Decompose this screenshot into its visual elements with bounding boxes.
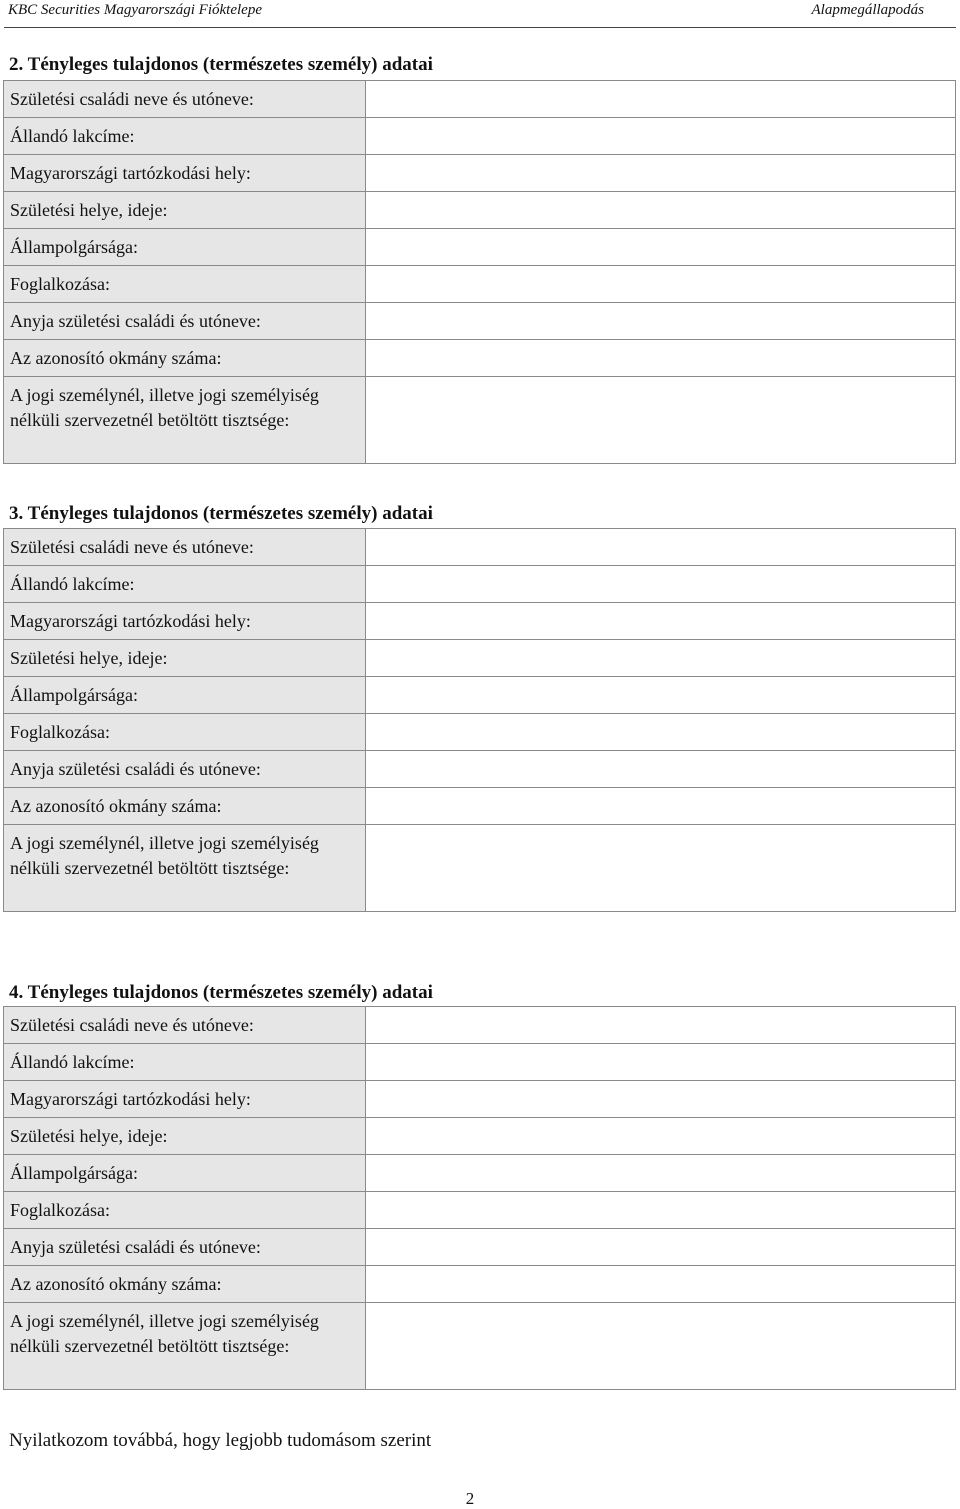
field-value-id-document-number[interactable] <box>366 1266 956 1303</box>
field-value-position-held[interactable] <box>366 825 956 912</box>
field-value-birth-name[interactable] <box>366 81 956 118</box>
field-label-position-held: A jogi személynél, illetve jogi személyiség nélküli szervezetnél betöltött tisztsége: <box>4 1303 366 1390</box>
form-row <box>4 1044 956 1081</box>
field-label-position-held: A jogi személynél, illetve jogi személyiség nélküli szervezetnél betöltött tisztsége: <box>4 377 366 464</box>
form-row <box>4 81 956 118</box>
field-value-id-document-number[interactable] <box>366 340 956 377</box>
field-value-mother-name[interactable] <box>366 751 956 788</box>
form-row <box>4 603 956 640</box>
field-value-citizenship[interactable] <box>366 677 956 714</box>
declaration-text: Nyilatkozom továbbá, hogy legjobb tudomásom szerint <box>9 1430 432 1451</box>
form-row <box>4 192 956 229</box>
header-divider <box>4 27 956 28</box>
field-value-citizenship[interactable] <box>366 1155 956 1192</box>
page-header <box>0 0 960 26</box>
form-row <box>4 1229 956 1266</box>
field-label-occupation: Foglalkozása: <box>4 714 366 751</box>
form-row <box>4 529 956 566</box>
form-row <box>4 118 956 155</box>
form-row <box>4 1081 956 1118</box>
field-value-mother-name[interactable] <box>366 303 956 340</box>
field-value-birth-place-date[interactable] <box>366 192 956 229</box>
field-label-mother-name: Anyja születési családi és utóneve: <box>4 1229 366 1266</box>
field-value-birth-place-date[interactable] <box>366 1118 956 1155</box>
form-row <box>4 229 956 266</box>
owner-form-table-2 <box>3 80 956 464</box>
form-row <box>4 714 956 751</box>
field-value-hungarian-residence[interactable] <box>366 155 956 192</box>
field-value-position-held[interactable] <box>366 377 956 464</box>
field-label-mother-name: Anyja születési családi és utóneve: <box>4 751 366 788</box>
form-row <box>4 1007 956 1044</box>
owner-form-table-4 <box>3 1006 956 1390</box>
field-label-id-document-number: Az azonosító okmány száma: <box>4 1266 366 1303</box>
field-label-birth-place-date: Születési helye, ideje: <box>4 640 366 677</box>
field-label-permanent-address: Állandó lakcíme: <box>4 118 366 155</box>
form-row <box>4 1303 956 1390</box>
form-row <box>4 1155 956 1192</box>
form-row <box>4 1266 956 1303</box>
field-label-birth-name: Születési családi neve és utóneve: <box>4 81 366 118</box>
field-label-occupation: Foglalkozása: <box>4 266 366 303</box>
owner-form-table-3 <box>3 528 956 912</box>
form-row <box>4 677 956 714</box>
page-number: 2 <box>465 1489 475 1508</box>
form-row <box>4 751 956 788</box>
field-label-citizenship: Állampolgársága: <box>4 1155 366 1192</box>
field-label-permanent-address: Állandó lakcíme: <box>4 1044 366 1081</box>
field-label-hungarian-residence: Magyarországi tartózkodási hely: <box>4 603 366 640</box>
form-row <box>4 1192 956 1229</box>
field-value-birth-name[interactable] <box>366 1007 956 1044</box>
form-row <box>4 266 956 303</box>
field-label-citizenship: Állampolgársága: <box>4 677 366 714</box>
field-label-id-document-number: Az azonosító okmány száma: <box>4 788 366 825</box>
header-document-title: Alapmegállapodás <box>811 2 924 18</box>
field-label-mother-name: Anyja születési családi és utóneve: <box>4 303 366 340</box>
field-value-hungarian-residence[interactable] <box>366 1081 956 1118</box>
form-row <box>4 1118 956 1155</box>
field-value-citizenship[interactable] <box>366 229 956 266</box>
field-value-mother-name[interactable] <box>366 1229 956 1266</box>
form-row <box>4 640 956 677</box>
field-value-occupation[interactable] <box>366 714 956 751</box>
field-value-position-held[interactable] <box>366 1303 956 1390</box>
section-title-4: 4. Tényleges tulajdonos (természetes személy) adatai <box>9 982 433 1003</box>
field-value-hungarian-residence[interactable] <box>366 603 956 640</box>
form-row <box>4 155 956 192</box>
field-label-position-held: A jogi személynél, illetve jogi személyiség nélküli szervezetnél betöltött tisztsége: <box>4 825 366 912</box>
field-label-hungarian-residence: Magyarországi tartózkodási hely: <box>4 155 366 192</box>
field-label-birth-place-date: Születési helye, ideje: <box>4 1118 366 1155</box>
field-value-permanent-address[interactable] <box>366 118 956 155</box>
field-label-birth-place-date: Születési helye, ideje: <box>4 192 366 229</box>
field-label-citizenship: Állampolgársága: <box>4 229 366 266</box>
field-label-permanent-address: Állandó lakcíme: <box>4 566 366 603</box>
header-company-name: KBC Securities Magyarországi Fióktelepe <box>8 2 262 18</box>
section-title-3: 3. Tényleges tulajdonos (természetes személy) adatai <box>9 503 433 524</box>
field-value-occupation[interactable] <box>366 1192 956 1229</box>
field-value-id-document-number[interactable] <box>366 788 956 825</box>
form-row <box>4 377 956 464</box>
field-value-permanent-address[interactable] <box>366 1044 956 1081</box>
field-label-birth-name: Születési családi neve és utóneve: <box>4 529 366 566</box>
field-label-occupation: Foglalkozása: <box>4 1192 366 1229</box>
form-row <box>4 303 956 340</box>
field-value-birth-place-date[interactable] <box>366 640 956 677</box>
field-value-occupation[interactable] <box>366 266 956 303</box>
field-label-id-document-number: Az azonosító okmány száma: <box>4 340 366 377</box>
form-row <box>4 566 956 603</box>
form-row <box>4 825 956 912</box>
form-row <box>4 340 956 377</box>
field-value-permanent-address[interactable] <box>366 566 956 603</box>
field-label-hungarian-residence: Magyarországi tartózkodási hely: <box>4 1081 366 1118</box>
form-row <box>4 788 956 825</box>
field-value-birth-name[interactable] <box>366 529 956 566</box>
field-label-birth-name: Születési családi neve és utóneve: <box>4 1007 366 1044</box>
section-title-2: 2. Tényleges tulajdonos (természetes személy) adatai <box>9 54 433 75</box>
